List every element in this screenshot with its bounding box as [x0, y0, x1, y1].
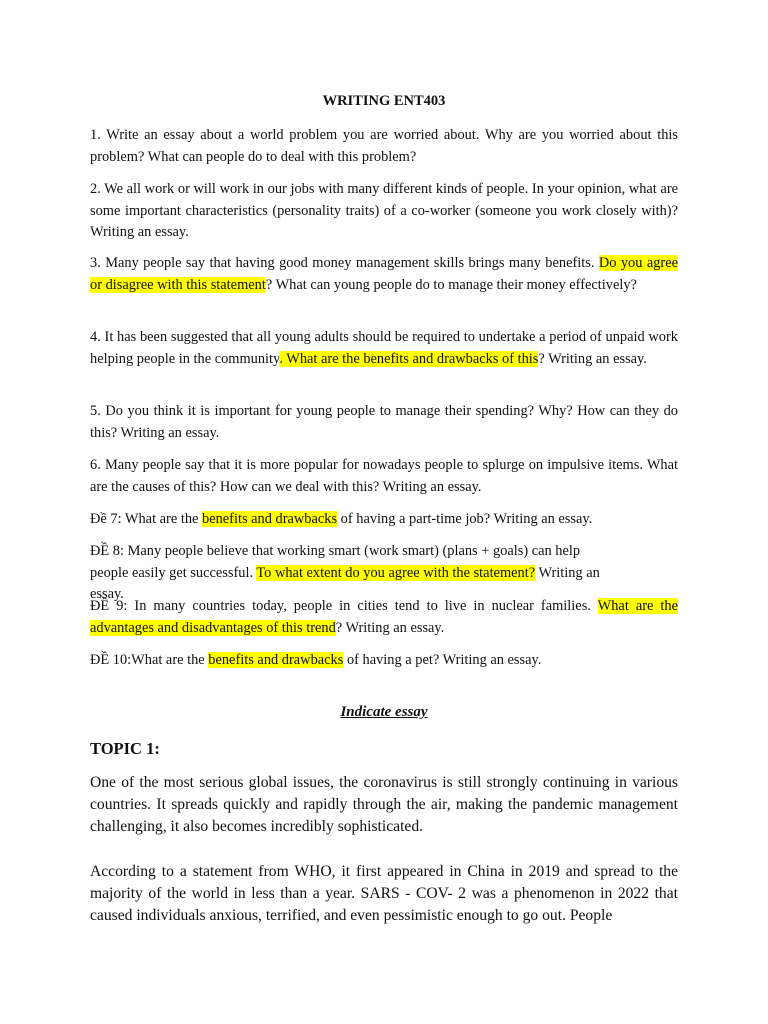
question-text: 5. Do you think it is important for young people to manage their spending? Why? How can they do this? Writing an essay. — [90, 403, 678, 441]
question-text: ĐỀ 8: Many people believe that working smart (work smart) (plans + goals) can help people easily get successful. — [90, 543, 581, 581]
question-10 — [90, 650, 678, 672]
topic-heading: TOPIC 1: — [90, 739, 160, 758]
question-1 — [90, 125, 678, 168]
question-text: of having a part-time job? Writing an essay. — [337, 511, 593, 527]
question-text: ? What can young people do to manage their money effectively? — [265, 276, 637, 293]
question-3 — [90, 253, 678, 296]
question-text: ĐỀ 9: In many countries today, people in cities tend to live in nuclear families. — [90, 598, 598, 614]
question-2 — [90, 179, 678, 244]
question-text: ? Writing an essay. — [538, 350, 647, 367]
question-text: Writing an essay. — [90, 564, 600, 602]
question-text: 6. Many people say that it is more popular for nowadays people to splurge on impulsive items. What are the causes of this? How can we deal with this? Writing an essay. — [90, 457, 678, 495]
question-6 — [90, 455, 678, 498]
question-7 — [90, 509, 678, 531]
highlighted-text: benefits and drawbacks — [202, 511, 338, 527]
question-text: 2. We all work or will work in our jobs with many different kinds of people. In your opinion, what are some important characteristics (personality traits) of a co-worker (someone you work closely with)? Writing an essay. — [90, 181, 678, 240]
highlighted-text: benefits and drawbacks — [208, 652, 344, 668]
highlighted-text: To what extent do you agree with the statement? — [256, 564, 536, 581]
section-heading: Indicate essay — [340, 704, 428, 720]
highlighted-text: . What are the benefits and drawbacks of this — [279, 350, 539, 367]
question-text: ? Writing an essay. — [335, 619, 445, 636]
question-text: 4. It has been suggested that all young adults should be required to undertake a period of unpaid work helping people in the community — [90, 329, 678, 367]
question-text: 1. Write an essay about a world problem you are worried about. Why are you worried about this problem? What can people do to deal with this problem? — [90, 127, 678, 165]
essay-paragraph-2: According to a statement from WHO, it first appeared in China in 2019 and spread to the majority of the world in less than a year. SARS - COV- 2 was a phenomenon in 2022 that caused individuals anxious, terrified, and even pessimistic enough to go out. People — [90, 863, 678, 925]
question-4 — [90, 327, 678, 370]
question-text: of having a pet? Writing an essay. — [343, 652, 542, 668]
highlighted-text: Do you agree or disagree with this statement — [90, 255, 678, 293]
highlighted-text: What are the advantages and disadvantages of this trend — [90, 598, 678, 636]
question-text: 3. Many people say that having good money management skills brings many benefits. — [90, 255, 599, 271]
question-text: ĐỀ 10:What are the — [90, 652, 209, 668]
question-9 — [90, 596, 678, 639]
document-title: WRITING ENT403 — [322, 93, 446, 109]
question-5 — [90, 401, 678, 444]
essay-paragraph-1: One of the most serious global issues, the coronavirus is still strongly continuing in various countries. It spreads quickly and rapidly through the air, making the pandemic management challenging, it also becomes incredibly sophisticated. — [90, 774, 678, 836]
question-text: Đề 7: What are the — [90, 511, 203, 527]
